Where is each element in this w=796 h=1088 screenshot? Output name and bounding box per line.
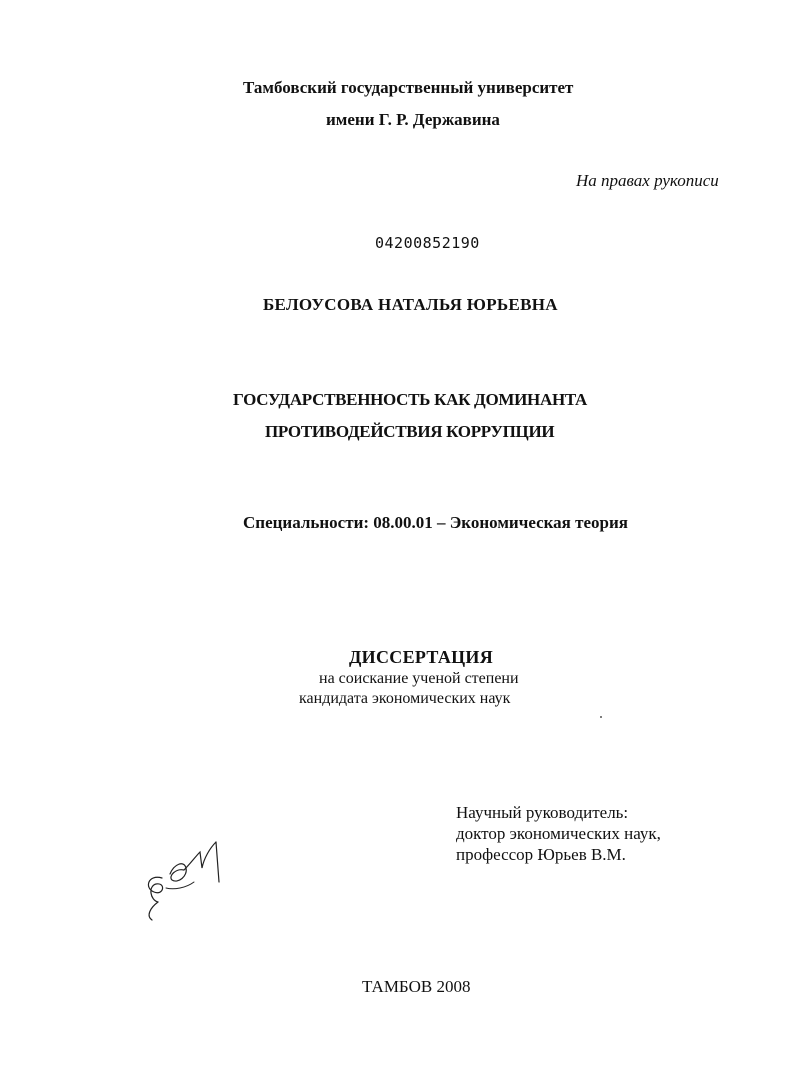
document-number: 04200852190 xyxy=(375,234,480,252)
dissertation-title-line1: ГОСУДАРСТВЕННОСТЬ КАК ДОМИНАНТА xyxy=(233,390,588,409)
advisor-label: Научный руководитель: xyxy=(456,803,629,822)
degree-subtitle-line2: кандидата экономических наук xyxy=(299,690,511,707)
dissertation-heading: ДИССЕРТАЦИЯ xyxy=(349,647,494,667)
dissertation-title-line2: ПРОТИВОДЕЙСТВИЯ КОРРУПЦИИ xyxy=(265,422,555,441)
university-name-line2: имени Г. Р. Державина xyxy=(326,110,500,129)
handwritten-signature xyxy=(140,838,230,923)
advisor-degree: доктор экономических наук, xyxy=(456,824,661,843)
specialty-line: Специальности: 08.00.01 – Экономическая теория xyxy=(243,513,628,532)
advisor-name: профессор Юрьев В.М. xyxy=(456,845,626,864)
university-name-line1: Тамбовский государственный университет xyxy=(243,78,574,97)
speck-mark xyxy=(600,716,602,718)
author-name: БЕЛОУСОВА НАТАЛЬЯ ЮРЬЕВНА xyxy=(263,295,558,314)
degree-subtitle-line1: на соискание ученой степени xyxy=(319,670,519,687)
city-year: ТАМБОВ 2008 xyxy=(362,977,471,996)
manuscript-note: На правах рукописи xyxy=(576,171,719,190)
